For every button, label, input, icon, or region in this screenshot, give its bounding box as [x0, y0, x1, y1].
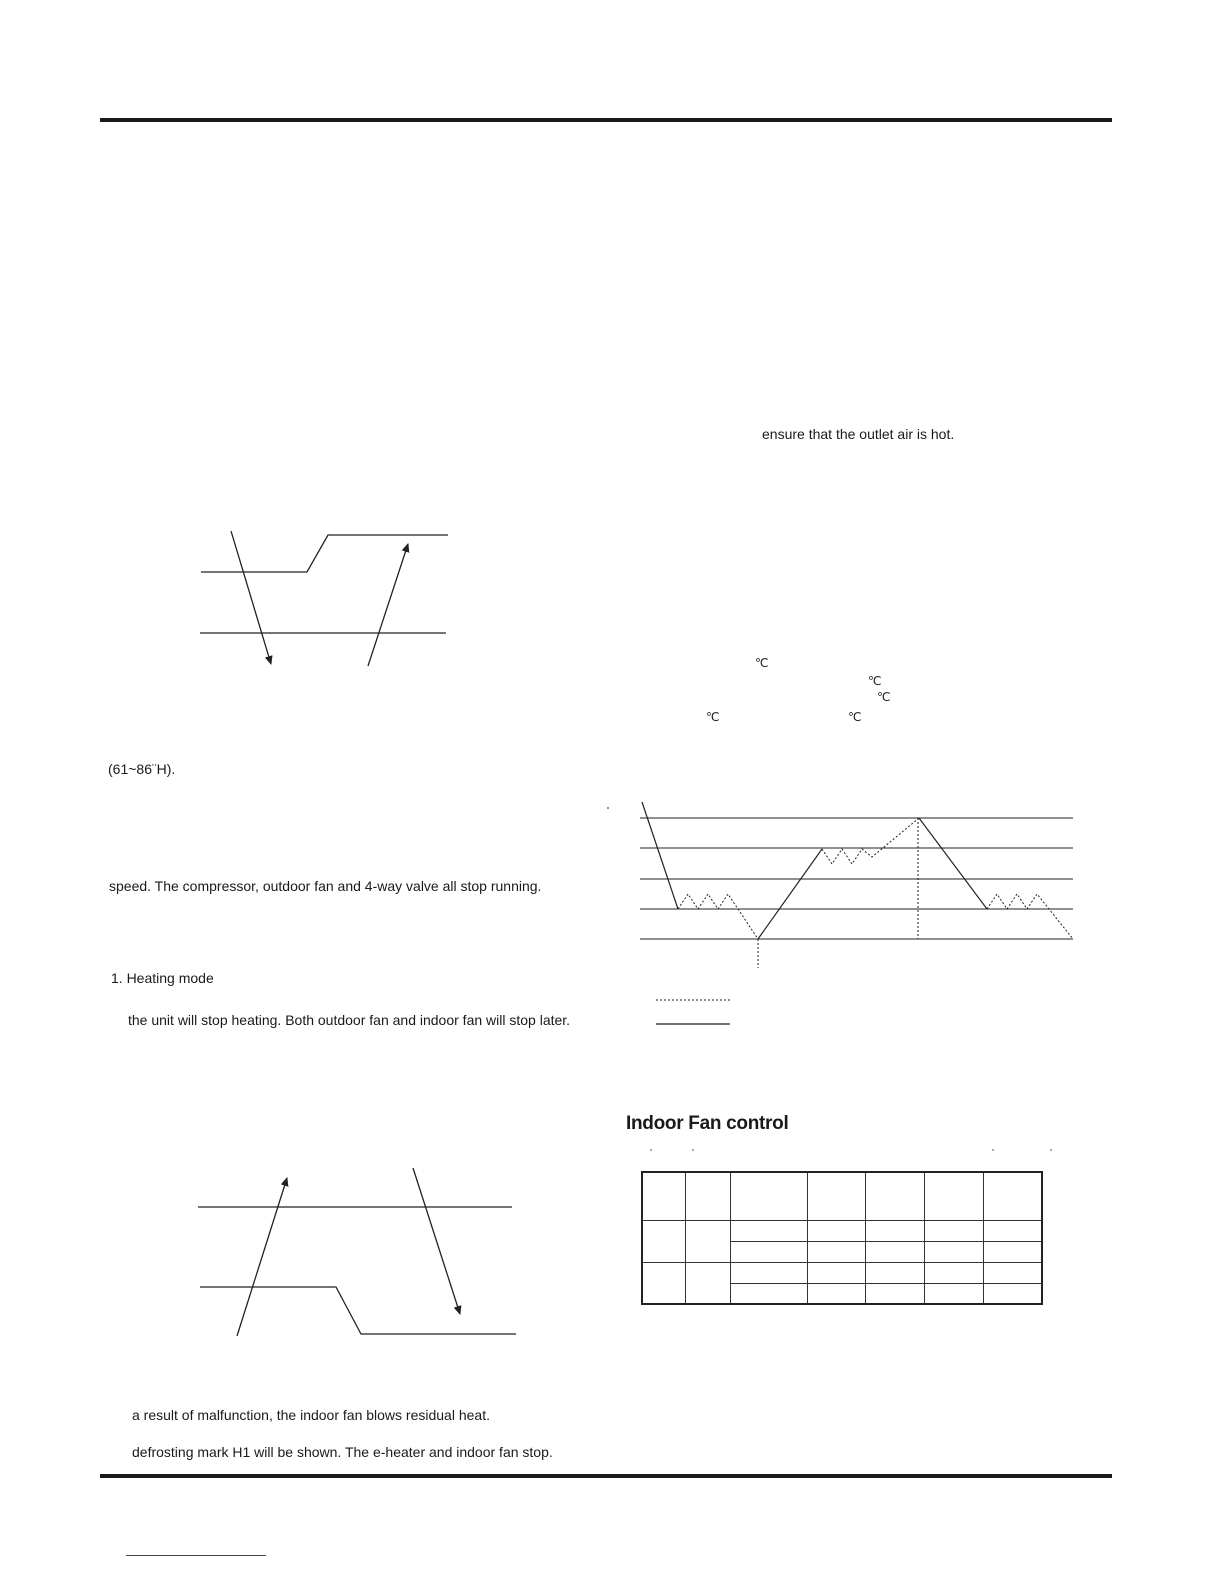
- defrost-text: defrosting mark H1 will be shown. The e-heater and indoor fan stop.: [132, 1444, 553, 1460]
- table-cell: [808, 1283, 866, 1304]
- footer-link-underline[interactable]: [126, 1555, 266, 1556]
- table-caption-marks: [640, 1145, 1060, 1155]
- header-rule: [100, 118, 1112, 122]
- table-cell: [642, 1172, 686, 1220]
- table-header-row: [642, 1172, 1042, 1220]
- lower-switching-diagram: [190, 1160, 530, 1340]
- degree-symbol: ℃: [706, 710, 720, 724]
- table-cell: [866, 1241, 925, 1262]
- table-cell: [731, 1283, 808, 1304]
- table-cell: [686, 1262, 731, 1304]
- outlet-air-text: ensure that the outlet air is hot.: [762, 426, 955, 442]
- malfunction-text: a result of malfunction, the indoor fan blows residual heat.: [132, 1407, 490, 1423]
- table-cell: [866, 1262, 925, 1283]
- indoor-fan-control-heading: Indoor Fan control: [626, 1113, 789, 1134]
- upper-switching-diagram: [190, 525, 460, 675]
- table-cell: [808, 1172, 866, 1220]
- table-cell: [925, 1262, 984, 1283]
- table-cell: [984, 1172, 1043, 1220]
- humidity-range-text: (61~86¨H).: [108, 761, 176, 777]
- table-cell: [925, 1220, 984, 1241]
- table-cell: [866, 1283, 925, 1304]
- degree-symbol: ℃: [877, 690, 891, 704]
- table-cell: [731, 1172, 808, 1220]
- table-cell: [984, 1283, 1043, 1304]
- footer-rule: [100, 1474, 1112, 1478]
- table-cell: [731, 1262, 808, 1283]
- table-cell: [808, 1220, 866, 1241]
- table-cell: [808, 1241, 866, 1262]
- stop-heating-text: the unit will stop heating. Both outdoor fan and indoor fan will stop later.: [128, 1012, 571, 1028]
- indoor-fan-table: [641, 1171, 1043, 1305]
- table-cell: [866, 1172, 925, 1220]
- table-cell: [925, 1241, 984, 1262]
- speed-note-text: speed. The compressor, outdoor fan and 4-way valve all stop running.: [109, 878, 542, 894]
- table-cell: [686, 1172, 731, 1220]
- degree-symbol: ℃: [755, 656, 769, 670]
- degree-symbol: ℃: [848, 710, 862, 724]
- table-cell: [731, 1220, 808, 1241]
- table-cell: [808, 1262, 866, 1283]
- table-cell: [866, 1220, 925, 1241]
- table-cell: [731, 1241, 808, 1262]
- table-cell: [925, 1283, 984, 1304]
- table-cell: [984, 1241, 1043, 1262]
- table-cell: [984, 1262, 1043, 1283]
- table-cell: [984, 1220, 1043, 1241]
- temperature-control-diagram: [600, 795, 1080, 1035]
- table-row: [642, 1262, 1042, 1283]
- table-cell: [925, 1172, 984, 1220]
- table-row: [642, 1220, 1042, 1241]
- table-cell: [642, 1220, 686, 1262]
- table-cell: [686, 1220, 731, 1262]
- table-cell: [642, 1262, 686, 1304]
- degree-symbol: ℃: [868, 674, 882, 688]
- heating-mode-heading: 1. Heating mode: [111, 970, 214, 986]
